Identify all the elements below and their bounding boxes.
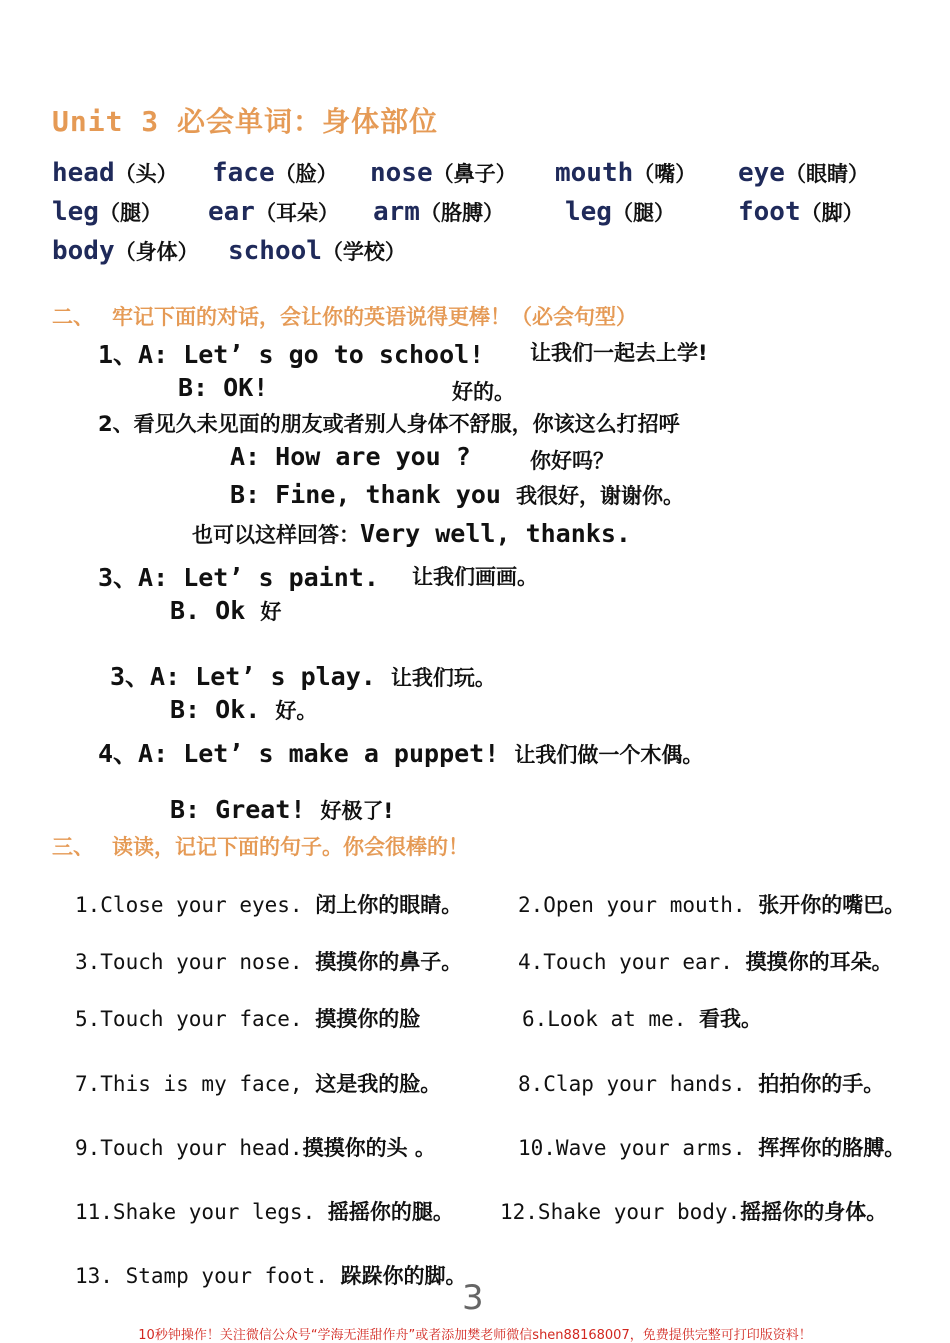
word-item: mouth（嘴） bbox=[555, 158, 697, 188]
dialogue-line: 也可以这样回答：Very well, thanks. bbox=[192, 519, 631, 548]
word-item: nose（鼻子） bbox=[370, 158, 517, 188]
dialogue-line: B: OK! bbox=[178, 373, 269, 402]
sentence-item: 13. Stamp your foot. 跺跺你的脚。 bbox=[75, 1264, 467, 1288]
section-heading: 三、 读读，记记下面的句子。你会很棒的！ bbox=[52, 835, 469, 859]
sentence-item: 8.Clap your hands. 拍拍你的手。 bbox=[518, 1072, 885, 1096]
sentence-item: 3.Touch your nose. 摸摸你的鼻子。 bbox=[75, 950, 463, 974]
dialogue-line: B: Ok. 好。 bbox=[170, 695, 318, 724]
word-item: school（学校） bbox=[228, 236, 406, 266]
word-item: body（身体） bbox=[52, 236, 199, 266]
sentence-item: 11.Shake your legs. 摇摇你的腿。 bbox=[75, 1200, 454, 1224]
page-title: Unit 3 必会单词：身体部位 bbox=[52, 105, 439, 138]
sentence-item: 2.Open your mouth. 张开你的嘴巴。 bbox=[518, 893, 906, 917]
dialogue-translation: 让我们一起去上学! bbox=[530, 341, 708, 365]
dialogue-line: A: How are you ? bbox=[230, 442, 471, 471]
word-item: eye（眼睛） bbox=[738, 158, 869, 188]
word-item: arm（胳膊） bbox=[373, 197, 504, 227]
sentence-item: 4.Touch your ear. 摸摸你的耳朵。 bbox=[518, 950, 893, 974]
sentence-item: 12.Shake your body.摇摇你的身体。 bbox=[500, 1200, 888, 1224]
sentence-item: 9.Touch your head.摸摸你的头 。 bbox=[75, 1136, 436, 1160]
dialogue-translation: 好的。 bbox=[452, 380, 515, 404]
word-item: ear（耳朵） bbox=[208, 197, 339, 227]
page-number: 3 bbox=[462, 1278, 484, 1318]
dialogue-instruction: 2、看见久未见面的朋友或者别人身体不舒服，你该这么打招呼 bbox=[98, 412, 680, 436]
word-item: face（脸） bbox=[212, 158, 338, 188]
dialogue-line: B: Fine, thank you 我很好，谢谢你。 bbox=[230, 480, 684, 509]
dialogue-translation: 让我们画画。 bbox=[412, 565, 538, 589]
word-item: leg（腿） bbox=[565, 197, 675, 227]
sentence-item: 10.Wave your arms. 挥挥你的胳膊。 bbox=[518, 1136, 906, 1160]
dialogue-line: 4、A: Let’ s make a puppet! 让我们做一个木偶。 bbox=[98, 739, 704, 768]
dialogue-line: B. Ok 好 bbox=[170, 596, 282, 625]
dialogue-line: 1、A: Let’ s go to school! bbox=[98, 340, 485, 369]
dialogue-translation: 你好吗？ bbox=[530, 449, 614, 473]
sentence-item: 6.Look at me. 看我。 bbox=[522, 1007, 763, 1031]
sentence-item: 7.This is my face, 这是我的脸。 bbox=[75, 1072, 442, 1096]
word-item: foot（脚） bbox=[738, 197, 864, 227]
sentence-item: 1.Close your eyes. 闭上你的眼睛。 bbox=[75, 893, 463, 917]
section-heading: 二、 牢记下面的对话，会让你的英语说得更棒！（必会句型） bbox=[52, 305, 637, 329]
word-item: leg（腿） bbox=[52, 197, 162, 227]
dialogue-line: 3、A: Let’ s play. 让我们玩。 bbox=[110, 662, 496, 691]
sentence-item: 5.Touch your face. 摸摸你的脸 bbox=[75, 1007, 421, 1031]
word-item: head（头） bbox=[52, 158, 178, 188]
footer-promo: 10秒钟操作！关注微信公众号“学海无涯甜作舟”或者添加樊老师微信shen88168007，免费提供完整可打印版资料！ bbox=[138, 1328, 812, 1343]
dialogue-line: B: Great! 好极了! bbox=[170, 795, 394, 824]
dialogue-line: 3、A: Let’ s paint. bbox=[98, 563, 379, 592]
